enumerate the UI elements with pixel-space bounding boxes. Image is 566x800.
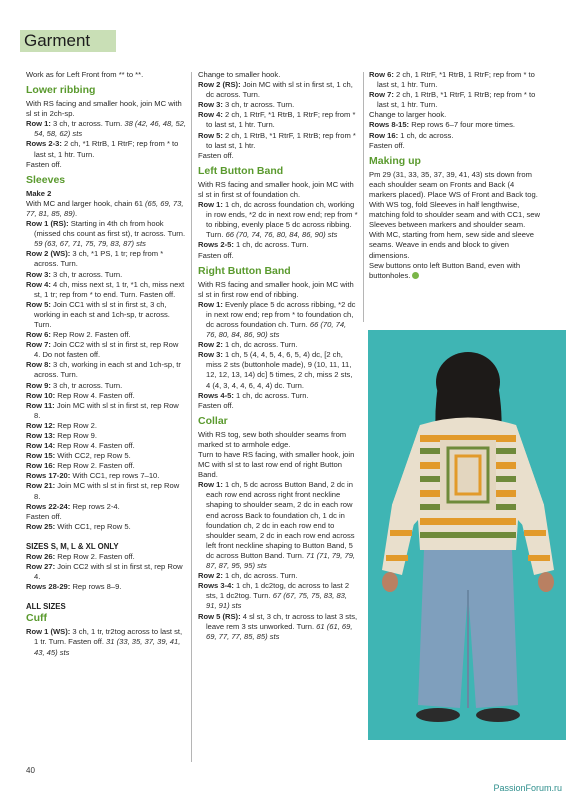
instruction-row: Row 6: 2 ch, 1 RtrF, *1 RtrB, 1 RtrF; rep from * to last st, 1 htr. Turn. [369, 70, 535, 90]
instruction-row: Rows 17-20: With CC1, rep rows 7–10. [26, 471, 160, 481]
heading-left-button-band: Left Button Band [198, 164, 284, 177]
column-1 [26, 70, 186, 658]
fasten-off-text: Fasten off. [198, 400, 234, 410]
right-band-text: With RS facing and smaller hook, join MC with sl st in first row end of ribbing. [198, 279, 354, 299]
instruction-row: Row 1 (WS): 3 ch, 1 tr, tr2tog across to last st, 1 tr. Turn. Fasten off. 31 (33, 35, 37, 39, 41, 43, 45) sts [26, 627, 183, 657]
instruction-row: Row 1: 1 ch, 5 dc across Button Band, 2 dc in each row end across right front neckline shaping to shoulder seam, 2 dc in each row end across Back to foundation ch, 1 dc in foundation ch, 2 dc in each row end to shoulder seam, 2 dc in each row end across left front neckline shaping to Button Band, 5 dc across Button Band. Turn. 71 (71, 79, 79, 87, 87, 95, 95) sts [198, 480, 356, 571]
end-mark-icon [412, 272, 419, 279]
instruction-row: Row 8: 3 ch, working in each st and 1ch-sp, tr across. Turn. [26, 360, 181, 380]
instruction-row: Row 1: Evenly place 5 dc across ribbing, *2 dc in next row end; rep from * to foundation ch, dc across foundation ch. Turn. 66 (70, 74, 76, 80, 84, 86, 90) sts [198, 299, 356, 340]
making-up-text-2: Sew buttons onto left Button Band, even with buttonholes. [369, 260, 521, 280]
column-divider [191, 72, 192, 762]
instruction-row: Rows 2-5: 1 ch, dc across. Turn. [198, 240, 309, 250]
heading-sleeves: Sleeves [26, 173, 66, 186]
instruction-row: Row 10: Rep Row 4. Fasten off. [26, 390, 135, 400]
instruction-row: Row 1: 1 ch, dc across foundation ch, working in row ends, *2 dc in next row end; rep from * to ribbing, evenly place 5 dc across ribbing. Turn. 66 (70, 74, 76, 80, 84, 86, 90) sts [198, 200, 358, 240]
sleeves-intro: With MC and larger hook, chain 61 (65, 69, 73, 77, 81, 85, 89). [26, 198, 184, 218]
instruction-row: Row 5: 2 ch, 1 RtrB, *1 RtrF, 1 RtrB; rep from * to last st, 1 htr. [198, 130, 356, 150]
section-title: Garment [24, 31, 91, 50]
instruction-row: Rows 4-5: 1 ch, dc across. Turn. [198, 390, 309, 400]
fasten-off-text: Fasten off. [198, 250, 234, 260]
instruction-row: Row 21: Join MC with sl st in first st, rep Row 8. [26, 481, 180, 501]
heading-all-sizes: ALL SIZES [26, 602, 66, 612]
heading-lower-ribbing: Lower ribbing [26, 84, 96, 97]
make-count: Make 2 [26, 188, 52, 198]
instruction-row: Row 25: With CC1, rep Row 5. [26, 521, 131, 531]
instruction-row: Row 12: Rep Row 2. [26, 420, 97, 430]
column-divider [363, 72, 364, 322]
instruction-row: Row 5: Join CC1 with sl st in first st, 3 ch, working in each st and 1ch-sp, tr across. Turn. [26, 299, 170, 329]
change-hook-text: Change to smaller hook. [198, 70, 281, 79]
instruction-row: Row 2: 1 ch, dc across. Turn. [198, 571, 298, 581]
lower-ribbing-text: With RS facing and smaller hook, join MC with sl st in 2ch-sp. [26, 99, 182, 119]
section-header [20, 30, 116, 52]
collar-text-2: Turn to have RS facing, with smaller hook, join MC with sl st to last row end of right Button Band. [198, 450, 355, 480]
model-back-view-image [368, 330, 566, 740]
fasten-off-text: Fasten off. [26, 159, 62, 169]
instruction-row: Row 1 (RS): Starting in 4th ch from hook (missed chs count as first st), tr across. Turn. 59 (63, 67, 71, 75, 79, 83, 87) sts [26, 219, 186, 249]
instruction-row: Rows 3-4: 1 ch, 1 dc2tog, dc across to last 2 sts, 1 dc2tog. Turn. 67 (67, 75, 75, 83, 83, 91, 91) sts [198, 581, 350, 611]
instruction-row: Row 11: Join MC with sl st in first st, rep Row 8. [26, 400, 179, 420]
instruction-row: Row 4: 4 ch, miss next st, 1 tr, *1 ch, miss next st, 1 tr; rep from * to end. Turn. Fasten off. [26, 279, 185, 299]
instruction-row: Row 16: Rep Row 2. Fasten off. [26, 461, 135, 471]
instruction-row: Row 5 (RS): 4 sl st, 3 ch, tr across to last 3 sts, leave rem 3 sts unworked. Turn. 61 (61, 69, 69, 77, 77, 85, 85) sts [198, 611, 358, 641]
instruction-row: Row 7: 2 ch, 1 RtrB, *1 RtrF, 1 RtrB; rep from * to last st, 1 htr. Turn. [369, 90, 536, 110]
making-up-text-1: Pm 29 (31, 33, 35, 37, 39, 41, 43) sts down from each shoulder seam on Fronts and Back (4 markers placed). Place WS of Front and Back tog. With WS tog, fold Sleeves in half lengthwise, matching fold to shoulder seam and with CC1, sew Sleeves between markers and shoulder seam. With MC, starting from hem, sew side and sleeve seams. Weave in ends and block to given dimensions. [369, 169, 540, 260]
instruction-row: Row 13: Rep Row 9. [26, 431, 97, 440]
instruction-row: Row 2 (RS): Join MC with sl st in first st, 1 ch, dc across. Turn. [198, 80, 353, 100]
instruction-row: Rows 28-29: Rep rows 8–9. [26, 582, 122, 592]
instruction-row: Row 2 (WS): 3 ch, *1 PS, 1 tr; rep from * across. Turn. [26, 249, 164, 269]
column-2 [198, 70, 358, 642]
fasten-off-text: Fasten off. [369, 140, 405, 150]
instruction-row: Row 3: 3 ch, tr across. Turn. [26, 269, 123, 279]
fasten-off-text: Fasten off. [198, 150, 234, 160]
heading-cuff: Cuff [26, 612, 47, 625]
heading-sizes: SIZES S, M, L & XL ONLY [26, 541, 119, 551]
left-band-text: With RS facing and smaller hook, join MC with sl st in first st of foundation ch. [198, 179, 354, 199]
instruction-row: Rows 2-3: 2 ch, *1 RtrB, 1 RtrF; rep from * to last st, 1 htr. Turn. [26, 139, 179, 159]
collar-text-1: With RS tog, sew both shoulder seams from marked st to armhole edge. [198, 429, 347, 449]
instruction-row: Row 9: 3 ch, tr across. Turn. [26, 380, 123, 390]
heading-right-button-band: Right Button Band [198, 264, 291, 277]
instruction-row: Row 26: Rep Row 2. Fasten off. [26, 551, 135, 561]
instruction-row: Row 3: 3 ch, tr across. Turn. [198, 100, 295, 110]
watermark: PassionForum.ru [493, 783, 562, 793]
instruction-row: Rows 22-24: Rep rows 2-4. [26, 501, 120, 511]
instruction-row: Row 14: Rep Row 4. Fasten off. [26, 441, 135, 451]
instruction-row: Row 3: 1 ch, 5 (4, 4, 5, 4, 6, 5, 4) dc, [2 ch, miss 2 sts (buttonhole made), 9 (10, 11, 11, 12, 12, 13, 14) dc] 5 times, 2 ch, miss 2 sts, 4 (4, 3, 4, 4, 6, 4, 4) dc. Turn. [198, 350, 353, 390]
instruction-row: Row 2: 1 ch, dc across. Turn. [198, 340, 298, 350]
instruction-row: Row 27: Join CC2 with sl st in first st, rep Row 4. [26, 562, 183, 582]
instruction-row: Row 15: With CC2, rep Row 5. [26, 451, 131, 461]
page-number: 40 [26, 766, 35, 775]
instruction-row: Rows 8-15: Rep rows 6–7 four more times. [369, 120, 516, 130]
change-hook-text: Change to larger hook. [369, 110, 447, 120]
instruction-row: Row 6: Rep Row 2. Fasten off. [26, 330, 131, 340]
heading-making-up: Making up [369, 154, 421, 167]
instruction-row: Row 1: 3 ch, tr across. Turn. 38 (42, 46, 48, 52, 54, 58, 62) sts [26, 119, 186, 139]
heading-collar: Collar [198, 414, 228, 427]
instruction-row: Row 7: Join CC2 with sl st in first st, rep Row 4. Do not fasten off. [26, 340, 179, 360]
fasten-off-text: Fasten off. [26, 511, 62, 521]
intro-text: Work as for Left Front from ** to **. [26, 70, 144, 79]
instruction-row: Row 16: 1 ch, dc across. [369, 130, 454, 140]
instruction-row: Row 4: 2 ch, 1 RtrF, *1 RtrB, 1 RtrF; rep from * to last st, 1 htr. Turn. [198, 110, 356, 130]
column-3 [369, 70, 541, 281]
model-illustration [368, 330, 566, 740]
